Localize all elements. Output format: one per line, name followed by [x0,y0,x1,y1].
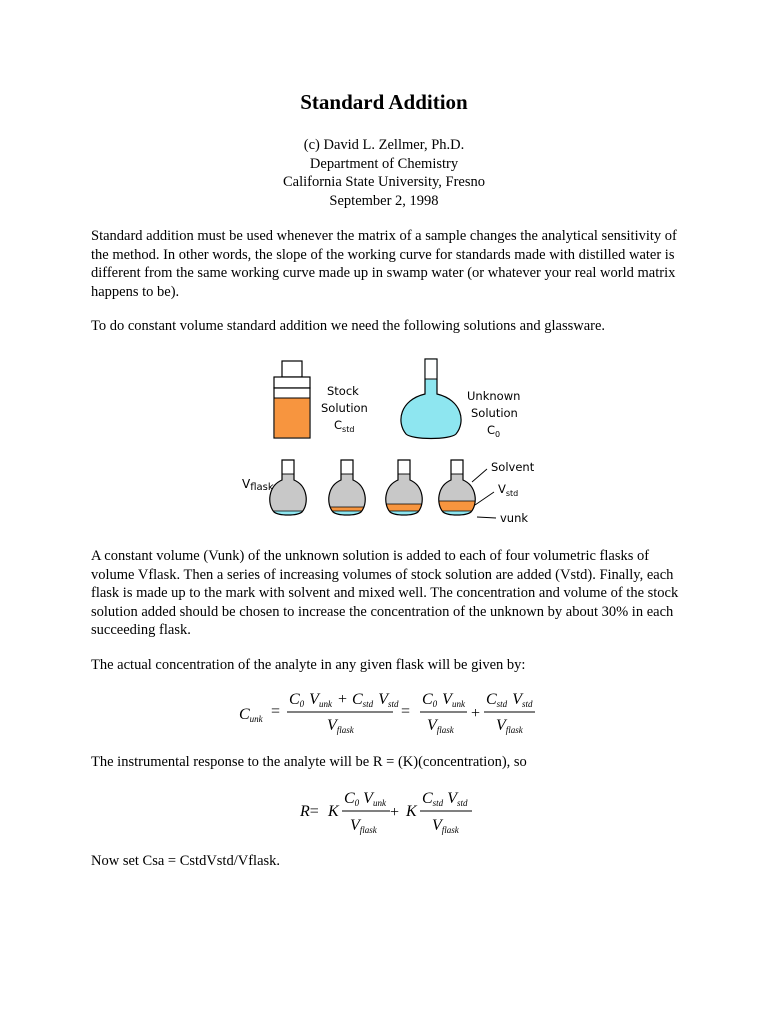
unknown-label-2: Solution [471,406,518,420]
eq1-equals-1: = [271,703,281,720]
eq1-num2: Cstd Vstd [352,691,399,709]
eq1-equals-2: = [401,703,411,720]
unknown-layer [263,511,313,521]
stock-label-1: Stock [327,384,359,398]
stock-label-2: Solution [321,401,368,415]
solvent-label: Solvent [491,460,535,474]
stock-layer [322,507,372,511]
eq1-den-1: Vflask [327,717,354,735]
eq1-num3: C0 Vunk [422,691,465,709]
unknown-c-label: $C_0$ [487,423,501,439]
response-paragraph: The instrumental response to the analyte will be R = (K)(concentration), so [91,754,527,770]
concentration-paragraph: The actual concentration of the analyte in any given flask will be given by: [91,657,526,673]
eq2-den1: Vflask [350,817,377,835]
stock-c-label: $C_{std}$ [334,418,355,434]
university-line: California State University, Fresno [282,174,486,190]
unknown-layer [322,511,372,521]
procedure-paragraph: A constant volume (Vunk) of the unknown solution is added to each of four volumetric flasks of volume Vflask. Then a series of increasing volumes of stock solution are added (Vstd). Finally, each flask is made up to the mark with solvent and mixed well. The concentration and volume of the stock solution added should be chosen to increase the concentration of the unknown by about 30% in each succeeding flask. [91,548,679,639]
solvent-fill [322,474,372,524]
volumetric-flask-1 [263,460,313,524]
eq2-k1: K [328,803,339,820]
author-line: (c) David L. Zellmer, Ph.D. [303,137,465,153]
eq2-den2: Vflask [432,817,459,835]
unknown-label-1: Unknown [467,389,521,403]
eq1-den-2: Vflask [427,717,454,735]
volumetric-flask-4 [432,460,482,524]
solvent-fill [379,474,429,524]
concentration-equation [235,686,545,742]
eq2-k2: K [406,803,417,820]
stock-liquid [275,398,310,437]
csa-paragraph: Now set Csa = CstdVstd/Vflask. [91,853,281,869]
volumetric-flask-3 [379,460,429,524]
unknown-layer [379,511,429,521]
vunk-label: vunk [500,511,529,525]
eq1-num1: C0 Vunk [289,691,332,709]
response-equation [296,786,486,842]
volumetric-flasks [263,460,482,524]
intro-paragraph: Standard addition must be used whenever the matrix of a sample changes the analytical sensitivity of the method. In other words, the slope of the working curve for standards made with distilled water is different from the same working curve made up in swamp water (or whatever your real world matrix happens to be). [91,228,677,300]
solutions-paragraph: To do constant volume standard addition we need the following solutions and glassware. [91,318,606,334]
vflask-label: Vflask [242,477,274,493]
eq2-num1: C0 Vunk [344,790,386,808]
eq1-num4: Cstd Vstd [486,691,533,709]
solvent-fill [432,474,482,524]
byline [0,136,768,210]
volumetric-flask-2 [322,460,372,524]
unknown-flask [401,359,461,439]
eq1-lhs: Cunk [239,706,263,724]
unknown-layer [432,511,482,521]
eq1-den-3: Vflask [496,717,523,735]
stock-bottle [274,361,310,438]
page-title: Standard Addition [300,90,468,114]
date-line: September 2, 1998 [329,192,439,209]
vstd-label: $V_{std}$ [498,482,519,498]
eq1-plus-1: + [338,691,348,708]
glassware-figure [230,352,540,532]
department-line: Department of Chemistry [309,155,459,172]
eq2-num2: Cstd Vstd [422,790,468,808]
eq2-lhs: R= [300,803,319,820]
eq1-plus-2: + [471,705,481,722]
eq2-plus: + [390,804,400,821]
